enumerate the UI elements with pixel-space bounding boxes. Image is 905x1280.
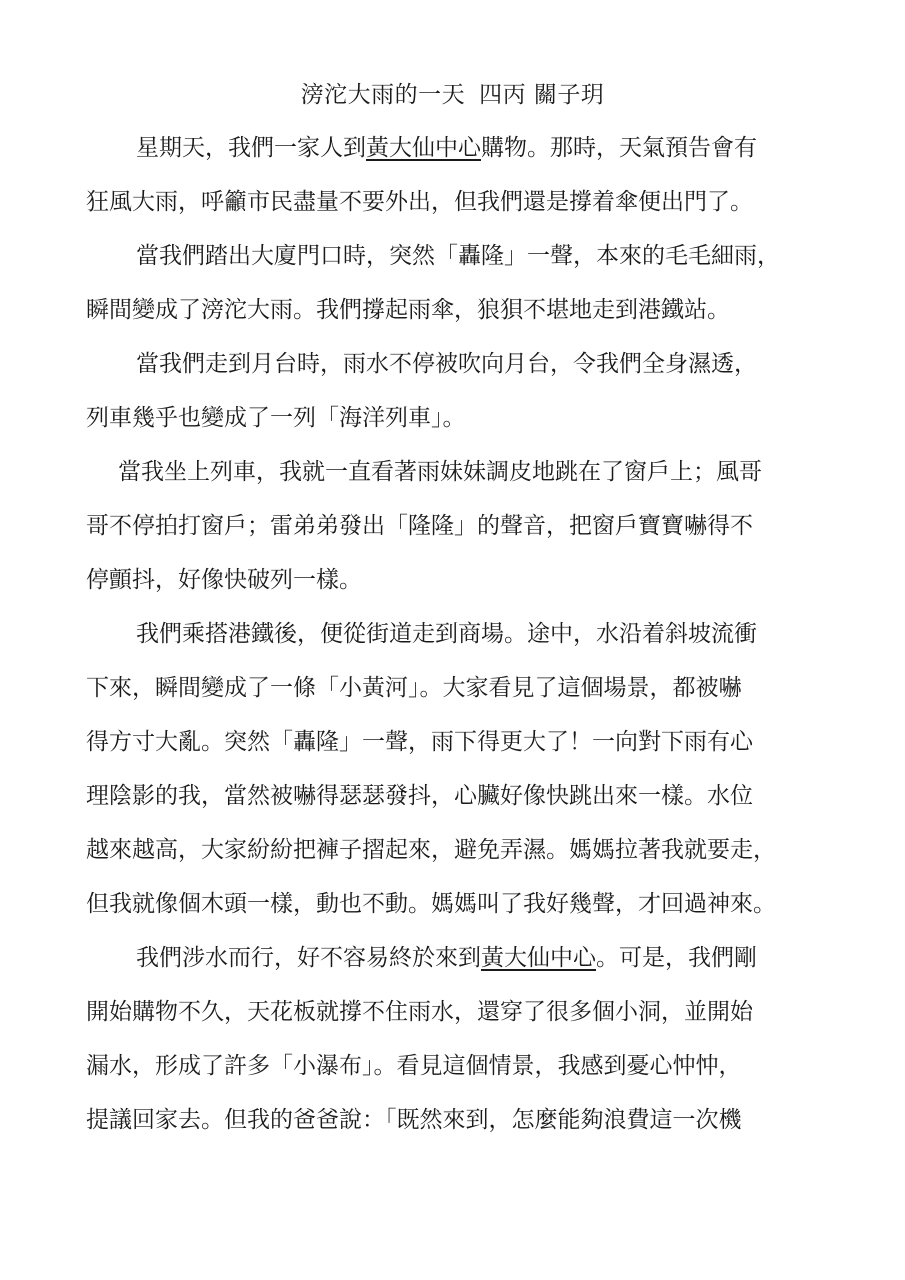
text-segment: 購物。那時，天氣預告會有 xyxy=(481,135,757,161)
paragraph-line: 開始購物不久，天花板就撐不住雨水，還穿了很多個小洞，並開始 xyxy=(86,999,753,1025)
paragraph-line: 理陰影的我，當然被嚇得瑟瑟發抖，心臟好像快跳出來一樣。水位 xyxy=(86,783,753,809)
text-segment: 星期天，我們一家人到 xyxy=(136,135,366,161)
paragraph-line: 下來，瞬間變成了一條「小黃河」。大家看見了這個場景，都被嚇 xyxy=(86,675,742,701)
paragraph-line: 但我就像個木頭一樣，動也不動。媽媽叫了我好幾聲，才回過神來。 xyxy=(86,891,776,917)
paragraph-line: 當我坐上列車，我就一直看著雨妹妹調皮地跳在了窗戶上；風哥 xyxy=(118,459,762,485)
paragraph-line: 瞬間變成了滂沱大雨。我們撐起雨傘，狼狽不堪地走到港鐵站。 xyxy=(86,297,730,323)
paragraph-line: 得方寸大亂。突然「轟隆」一聲，雨下得更大了！一向對下雨有心 xyxy=(86,729,753,755)
paragraph-line: 列車幾乎也變成了一列「海洋列車」。 xyxy=(86,405,466,431)
text-segment: 。可是，我們剛 xyxy=(596,945,757,971)
title-main: 滂沱大雨的一天 xyxy=(300,82,466,108)
paragraph-line xyxy=(86,939,846,978)
paragraph-line: 我們乘搭港鐵後，便從街道走到商場。途中，水沿着斜坡流衝 xyxy=(136,621,757,647)
underlined-place-name: 黃大仙中心 xyxy=(481,945,596,971)
text-segment: 我們涉水而行，好不容易終於來到 xyxy=(136,945,481,971)
paragraph-line: 停顫抖，好像快破列一樣。 xyxy=(86,567,362,593)
essay-body xyxy=(86,129,846,1155)
paragraph-line: 越來越高，大家紛紛把褲子摺起來，避免弄濕。媽媽拉著我就要走， xyxy=(86,837,776,863)
paragraph-line xyxy=(86,129,846,168)
paragraph-line: 當我們踏出大廈門口時，突然「轟隆」一聲，本來的毛毛細雨， xyxy=(136,243,780,269)
paragraph-line: 當我們走到月台時，雨水不停被吹向月台，令我們全身濕透， xyxy=(136,351,757,377)
title-author: 四丙 關子玥 xyxy=(479,82,605,108)
paragraph-line: 哥不停拍打窗戶；雷弟弟發出「隆隆」的聲音，把窗戶寶寶嚇得不 xyxy=(86,513,753,539)
essay-title xyxy=(0,78,905,112)
paragraph-line: 漏水，形成了許多「小瀑布」。看見這個情景，我感到憂心忡忡， xyxy=(86,1053,742,1079)
paragraph-line: 狂風大雨，呼籲市民盡量不要外出，但我們還是撐着傘便出門了。 xyxy=(86,189,753,215)
underlined-place-name: 黃大仙中心 xyxy=(366,135,481,161)
paragraph-line: 提議回家去。但我的爸爸說：「既然來到，怎麼能夠浪費這一次機 xyxy=(86,1107,742,1133)
